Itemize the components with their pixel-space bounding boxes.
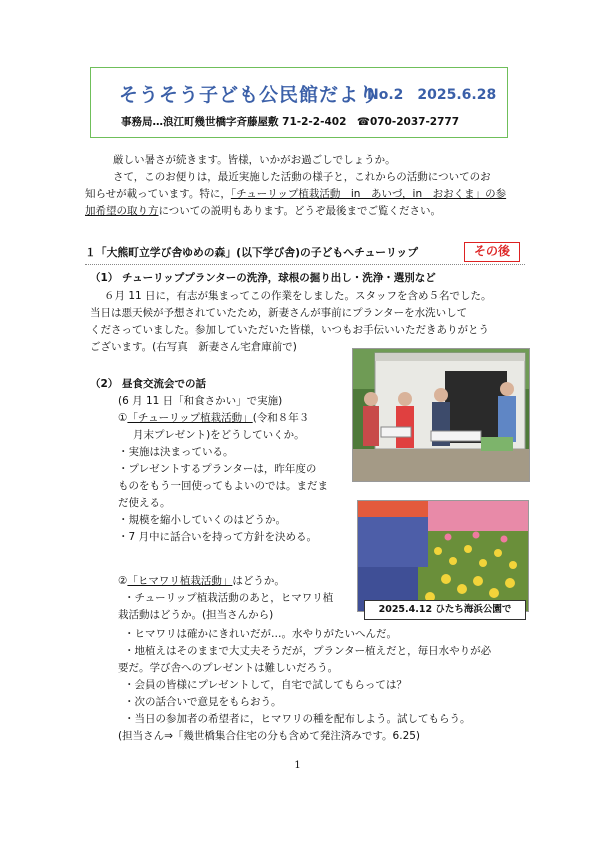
item-2-bullet-1: ・チューリップ植栽活動のあと，ヒマワリ植 bbox=[124, 592, 334, 604]
bullet-2: ・プレゼントするプランターは，昨年度の bbox=[118, 463, 317, 475]
item-2-bullet-5: ・次の話合いで意見をもらおう。 bbox=[124, 696, 282, 708]
bullet-4: だ使える。 bbox=[118, 497, 171, 509]
bullet-6: ・7 月中に話合いを持って方針を決める。 bbox=[118, 531, 318, 543]
intro-emphasis-2: 加希望の取り方 bbox=[85, 205, 159, 217]
bullet-1: ・実施は決まっている。 bbox=[118, 446, 234, 458]
office-address: 事務局…浪江町幾世橋字斉藤屋敷 71-2-2-402 ☎070-2037-2777 bbox=[121, 116, 460, 128]
item-2-title: 「ヒマワリ植栽活動」 bbox=[127, 575, 233, 587]
lunch-note: (6 月 11 日「和食さかい」で実施) bbox=[118, 395, 283, 407]
intro-line-3 bbox=[85, 186, 506, 203]
item-2-line-1 bbox=[118, 573, 285, 590]
follow-up-badge: その後 bbox=[464, 242, 520, 262]
para-line-4: ございます。(右写真 新妻さん宅倉庫前で) bbox=[90, 341, 297, 353]
item-1-number: ① bbox=[118, 412, 128, 424]
photo-volunteers bbox=[352, 348, 530, 482]
item-1-rest: (令和８年３ bbox=[252, 412, 310, 424]
newsletter-title: そうそう子ども公民館だより bbox=[119, 84, 380, 106]
item-2-bullet-6: ・当日の参加者の希望者に，ヒマワリの種を配布しよう。試してもらう。 bbox=[124, 713, 471, 725]
bullet-3: ものをもう一回使ってもよいのでは。まだま bbox=[118, 480, 328, 492]
intro-line-2: さて，このお便りは，最近実施した活動の様子と，これからの活動についてのお bbox=[113, 171, 491, 183]
subsection-1-heading: （1） チューリッププランターの洗浄，球根の掘り出し・洗浄・選別など bbox=[90, 272, 436, 284]
item-2-note: (担当さん⇒「幾世橋集合住宅の分も含めて発注済みです。6.25) bbox=[118, 730, 421, 742]
header-box bbox=[90, 67, 508, 138]
section-1-heading: １「大熊町立学び舎ゆめの森」(以下学び舎)の子どもへチューリップ bbox=[85, 246, 419, 259]
item-2-number: ② bbox=[118, 575, 128, 587]
item-1-line-1 bbox=[118, 410, 309, 427]
intro-text-2: についての説明もあります。どうぞ最後までご覧ください。 bbox=[158, 205, 441, 217]
intro-line-4 bbox=[85, 203, 441, 220]
item-2-bullet-3b: 要だ。学び舎へのプレゼントは難しいだろう。 bbox=[118, 662, 339, 674]
item-1-title: 「チューリップ植栽活動」 bbox=[127, 412, 253, 424]
photo-tulip-field bbox=[357, 500, 529, 612]
item-2-bullet-2: ・ヒマワリは確かにきれいだが…。水やりがたいへんだ。 bbox=[124, 628, 397, 640]
photo-caption: 2025.4.12 ひたち海浜公園で bbox=[364, 600, 526, 620]
intro-text: 知らせが載っています。特に， bbox=[85, 188, 231, 200]
bullet-5: ・規模を縮小していくのはどうか。 bbox=[118, 514, 286, 526]
intro-line-1: 厳しい暑さが続きます。皆様，いかがお過ごしでしょうか。 bbox=[113, 154, 396, 166]
issue-number-date: No.2 2025.6.28 bbox=[367, 87, 497, 103]
para-line-1: ６月 11 日に，有志が集まってこの作業をしました。スタッフを含め５名でした。 bbox=[104, 290, 492, 302]
item-2-rest: はどうか。 bbox=[232, 575, 285, 587]
intro-emphasis: 「チューリップ植栽活動 in あいづ，in おおくま」の参 bbox=[230, 188, 507, 200]
item-2-bullet-4: ・会員の皆様にプレゼントして，自宅で試してもらっては？ bbox=[124, 679, 407, 691]
para-line-3: くださっていました。参加していただいた皆様，いつもお手伝いいただきありがとう bbox=[90, 324, 489, 336]
para-line-2: 当日は悪天候が予想されていたため，新妻さんが事前にプランターを水洗いして bbox=[90, 307, 468, 319]
section-divider bbox=[85, 264, 525, 265]
page-number: 1 bbox=[294, 760, 301, 771]
subsection-2-heading: （2） 昼食交流会での話 bbox=[90, 378, 206, 390]
item-2-bullet-3: ・地植えはそのままで大丈夫そうだが，プランター植えだと，毎日水やりが必 bbox=[124, 645, 492, 657]
item-1-line-2: 月末プレゼント)をどうしていくか。 bbox=[133, 429, 305, 441]
item-2-bullet-1b: 栽活動はどうか。(担当さんから) bbox=[118, 609, 274, 621]
